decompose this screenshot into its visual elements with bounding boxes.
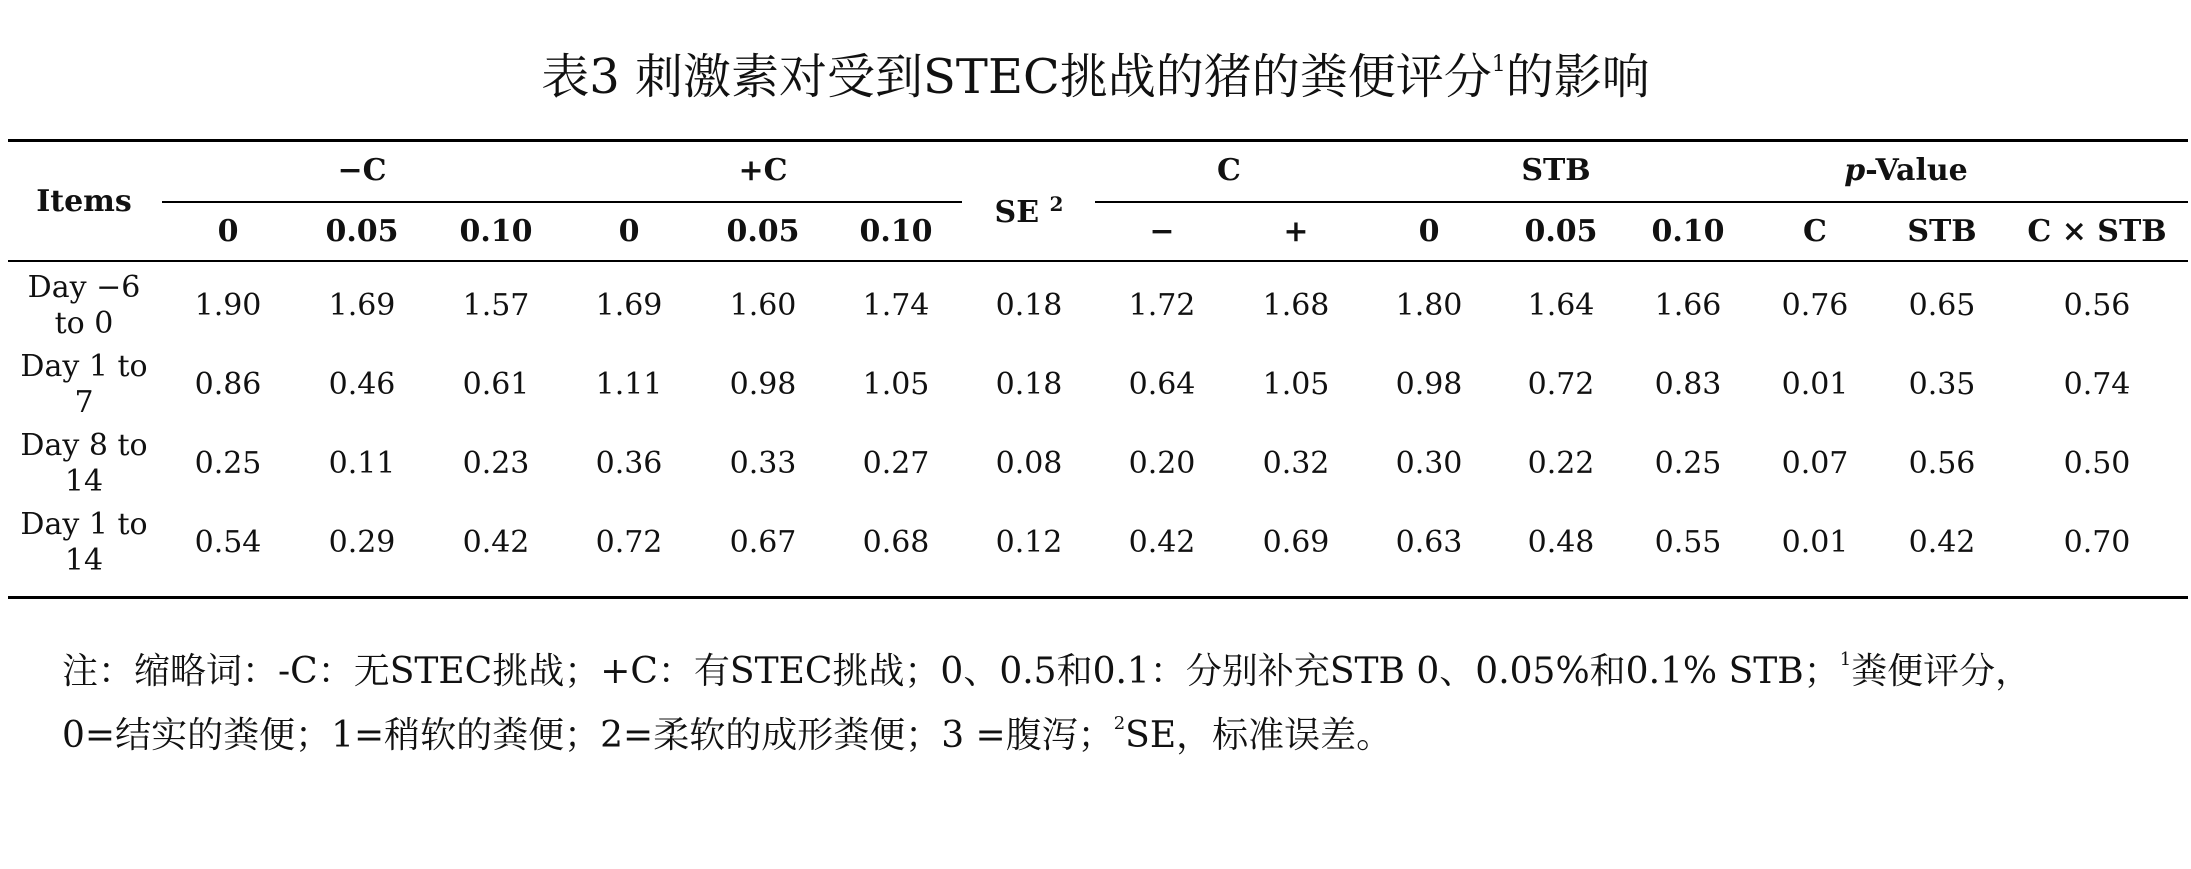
subheader-p-c: C: [1803, 214, 1827, 249]
row-label: Day 1 to 14: [20, 507, 148, 578]
pvalue-label-rest: -Value: [1865, 153, 1968, 188]
note-line2-tail: SE，标准误差。: [1125, 715, 1393, 756]
table-cell: 0.11: [328, 446, 396, 481]
subheader-minus-c-0: 0: [217, 214, 239, 249]
table-cell: 0.42: [1908, 525, 1976, 560]
table-cell: 0.42: [1128, 525, 1196, 560]
table-cell: 0.18: [995, 288, 1063, 323]
table-cell: 0.01: [1781, 367, 1849, 402]
subheader-c-plus: +: [1283, 214, 1309, 249]
table-cell: 0.56: [2063, 288, 2131, 323]
table-cell: 0.22: [1527, 446, 1595, 481]
se-header: [995, 184, 1064, 233]
minus-c-group-header: −C: [337, 153, 387, 188]
plus-c-group-header: +C: [738, 153, 788, 188]
table-cell: 0.86: [194, 367, 262, 402]
row-label: Day 8 to 14: [20, 428, 148, 499]
subheader-minus-c-005: 0.05: [325, 214, 399, 249]
subheader-stb-010: 0.10: [1651, 214, 1725, 249]
subheader-p-c-x-stb: C × STB: [2027, 214, 2167, 249]
table-cell: 0.72: [595, 525, 663, 560]
table-cell: 0.98: [729, 367, 797, 402]
table-cell: 0.68: [862, 525, 930, 560]
table-cell: 1.64: [1527, 288, 1595, 323]
table-cell: 1.68: [1262, 288, 1330, 323]
table-cell: 0.36: [595, 446, 663, 481]
table-cell: 0.12: [995, 525, 1063, 560]
table-cell: 1.05: [1262, 367, 1330, 402]
table-cell: 0.54: [194, 525, 262, 560]
items-header: Items: [36, 184, 132, 219]
table-cell: 0.98: [1395, 367, 1463, 402]
c-group-header: C: [1217, 153, 1241, 188]
table-cell: 0.69: [1262, 525, 1330, 560]
table-cell: 0.67: [729, 525, 797, 560]
table-cell: 0.63: [1395, 525, 1463, 560]
pvalue-group-header: [1844, 151, 1968, 191]
table-cell: 0.83: [1654, 367, 1722, 402]
main-effect-group-rule: [1095, 201, 2188, 203]
table-cell: 0.07: [1781, 446, 1849, 481]
table-cell: 0.72: [1527, 367, 1595, 402]
se-header-label: SE: [994, 195, 1040, 230]
table-title-footnote-mark: 1: [1491, 52, 1506, 77]
table-cell: 0.42: [462, 525, 530, 560]
table-cell: 1.74: [862, 288, 930, 323]
table-cell: 0.18: [995, 367, 1063, 402]
table-cell: 0.55: [1654, 525, 1722, 560]
table-cell: 0.29: [328, 525, 396, 560]
table-cell: 1.69: [595, 288, 663, 323]
subheader-minus-c-010: 0.10: [459, 214, 533, 249]
table-cell: 0.64: [1128, 367, 1196, 402]
table-cell: 0.01: [1781, 525, 1849, 560]
table-cell: 1.05: [862, 367, 930, 402]
treatment-group-rule: [162, 201, 962, 203]
table-title: [0, 30, 2191, 105]
table-cell: 0.48: [1527, 525, 1595, 560]
table-top-rule: [8, 139, 2188, 142]
note-line1-tail: 粪便评分，: [1851, 651, 2032, 692]
subheader-plus-c-010: 0.10: [859, 214, 933, 249]
table-title-text: 表3 刺激素对受到STEC挑战的猪的粪便评分: [541, 49, 1492, 105]
table-cell: 0.65: [1908, 288, 1976, 323]
note-line2-footnote-mark: 2: [1113, 713, 1126, 734]
table-title-suffix: 的影响: [1505, 49, 1650, 105]
subheader-plus-c-005: 0.05: [726, 214, 800, 249]
table-cell: 0.32: [1262, 446, 1330, 481]
table-cell: 0.25: [194, 446, 262, 481]
subheader-stb-005: 0.05: [1524, 214, 1598, 249]
table-cell: 0.30: [1395, 446, 1463, 481]
table-cell: 1.11: [595, 367, 663, 402]
table-cell: 0.33: [729, 446, 797, 481]
table-cell: 0.20: [1128, 446, 1196, 481]
row-label: Day −6 to 0: [27, 270, 141, 341]
table-cell: 0.23: [462, 446, 530, 481]
se-footnote-mark: 2: [1049, 192, 1064, 216]
note-line2-text: 0=结实的粪便；1=稍软的粪便；2=柔软的成形粪便；3 =腹泻；: [62, 715, 1114, 756]
table-cell: 0.61: [462, 367, 530, 402]
row-label: Day 1 to 7: [20, 349, 148, 420]
table-cell: 0.56: [1908, 446, 1976, 481]
table-cell: 0.46: [328, 367, 396, 402]
table-cell: 1.90: [194, 288, 262, 323]
table-bottom-rule: [8, 596, 2188, 599]
note-line1-footnote-mark: 1: [1839, 649, 1852, 670]
table-cell: 1.57: [462, 288, 530, 323]
table-cell: 1.69: [328, 288, 396, 323]
table-cell: 1.72: [1128, 288, 1196, 323]
table-cell: 0.70: [2063, 525, 2131, 560]
table-cell: 0.35: [1908, 367, 1976, 402]
subheader-c-minus: −: [1149, 214, 1175, 249]
subheader-p-stb: STB: [1907, 214, 1977, 249]
table-cell: 0.25: [1654, 446, 1722, 481]
table-cell: 1.80: [1395, 288, 1463, 323]
pvalue-italic-p: p: [1844, 153, 1866, 188]
table-cell: 0.27: [862, 446, 930, 481]
table-cell: 0.74: [2063, 367, 2131, 402]
subheader-plus-c-0: 0: [618, 214, 640, 249]
stb-group-header: STB: [1521, 153, 1591, 188]
table-cell: 0.08: [995, 446, 1063, 481]
subheader-stb-0: 0: [1418, 214, 1440, 249]
table-cell: 1.66: [1654, 288, 1722, 323]
table-cell: 1.60: [729, 288, 797, 323]
table-cell: 0.50: [2063, 446, 2131, 481]
table-cell: 0.76: [1781, 288, 1849, 323]
table-note-line-2: [62, 692, 2142, 768]
note-line1-text: 注：缩略词：-C：无STEC挑战；+C：有STEC挑战；0、0.5和0.1：分别补充STB 0、0.05%和0.1% STB；: [62, 651, 1840, 692]
header-bottom-rule: [8, 260, 2188, 262]
